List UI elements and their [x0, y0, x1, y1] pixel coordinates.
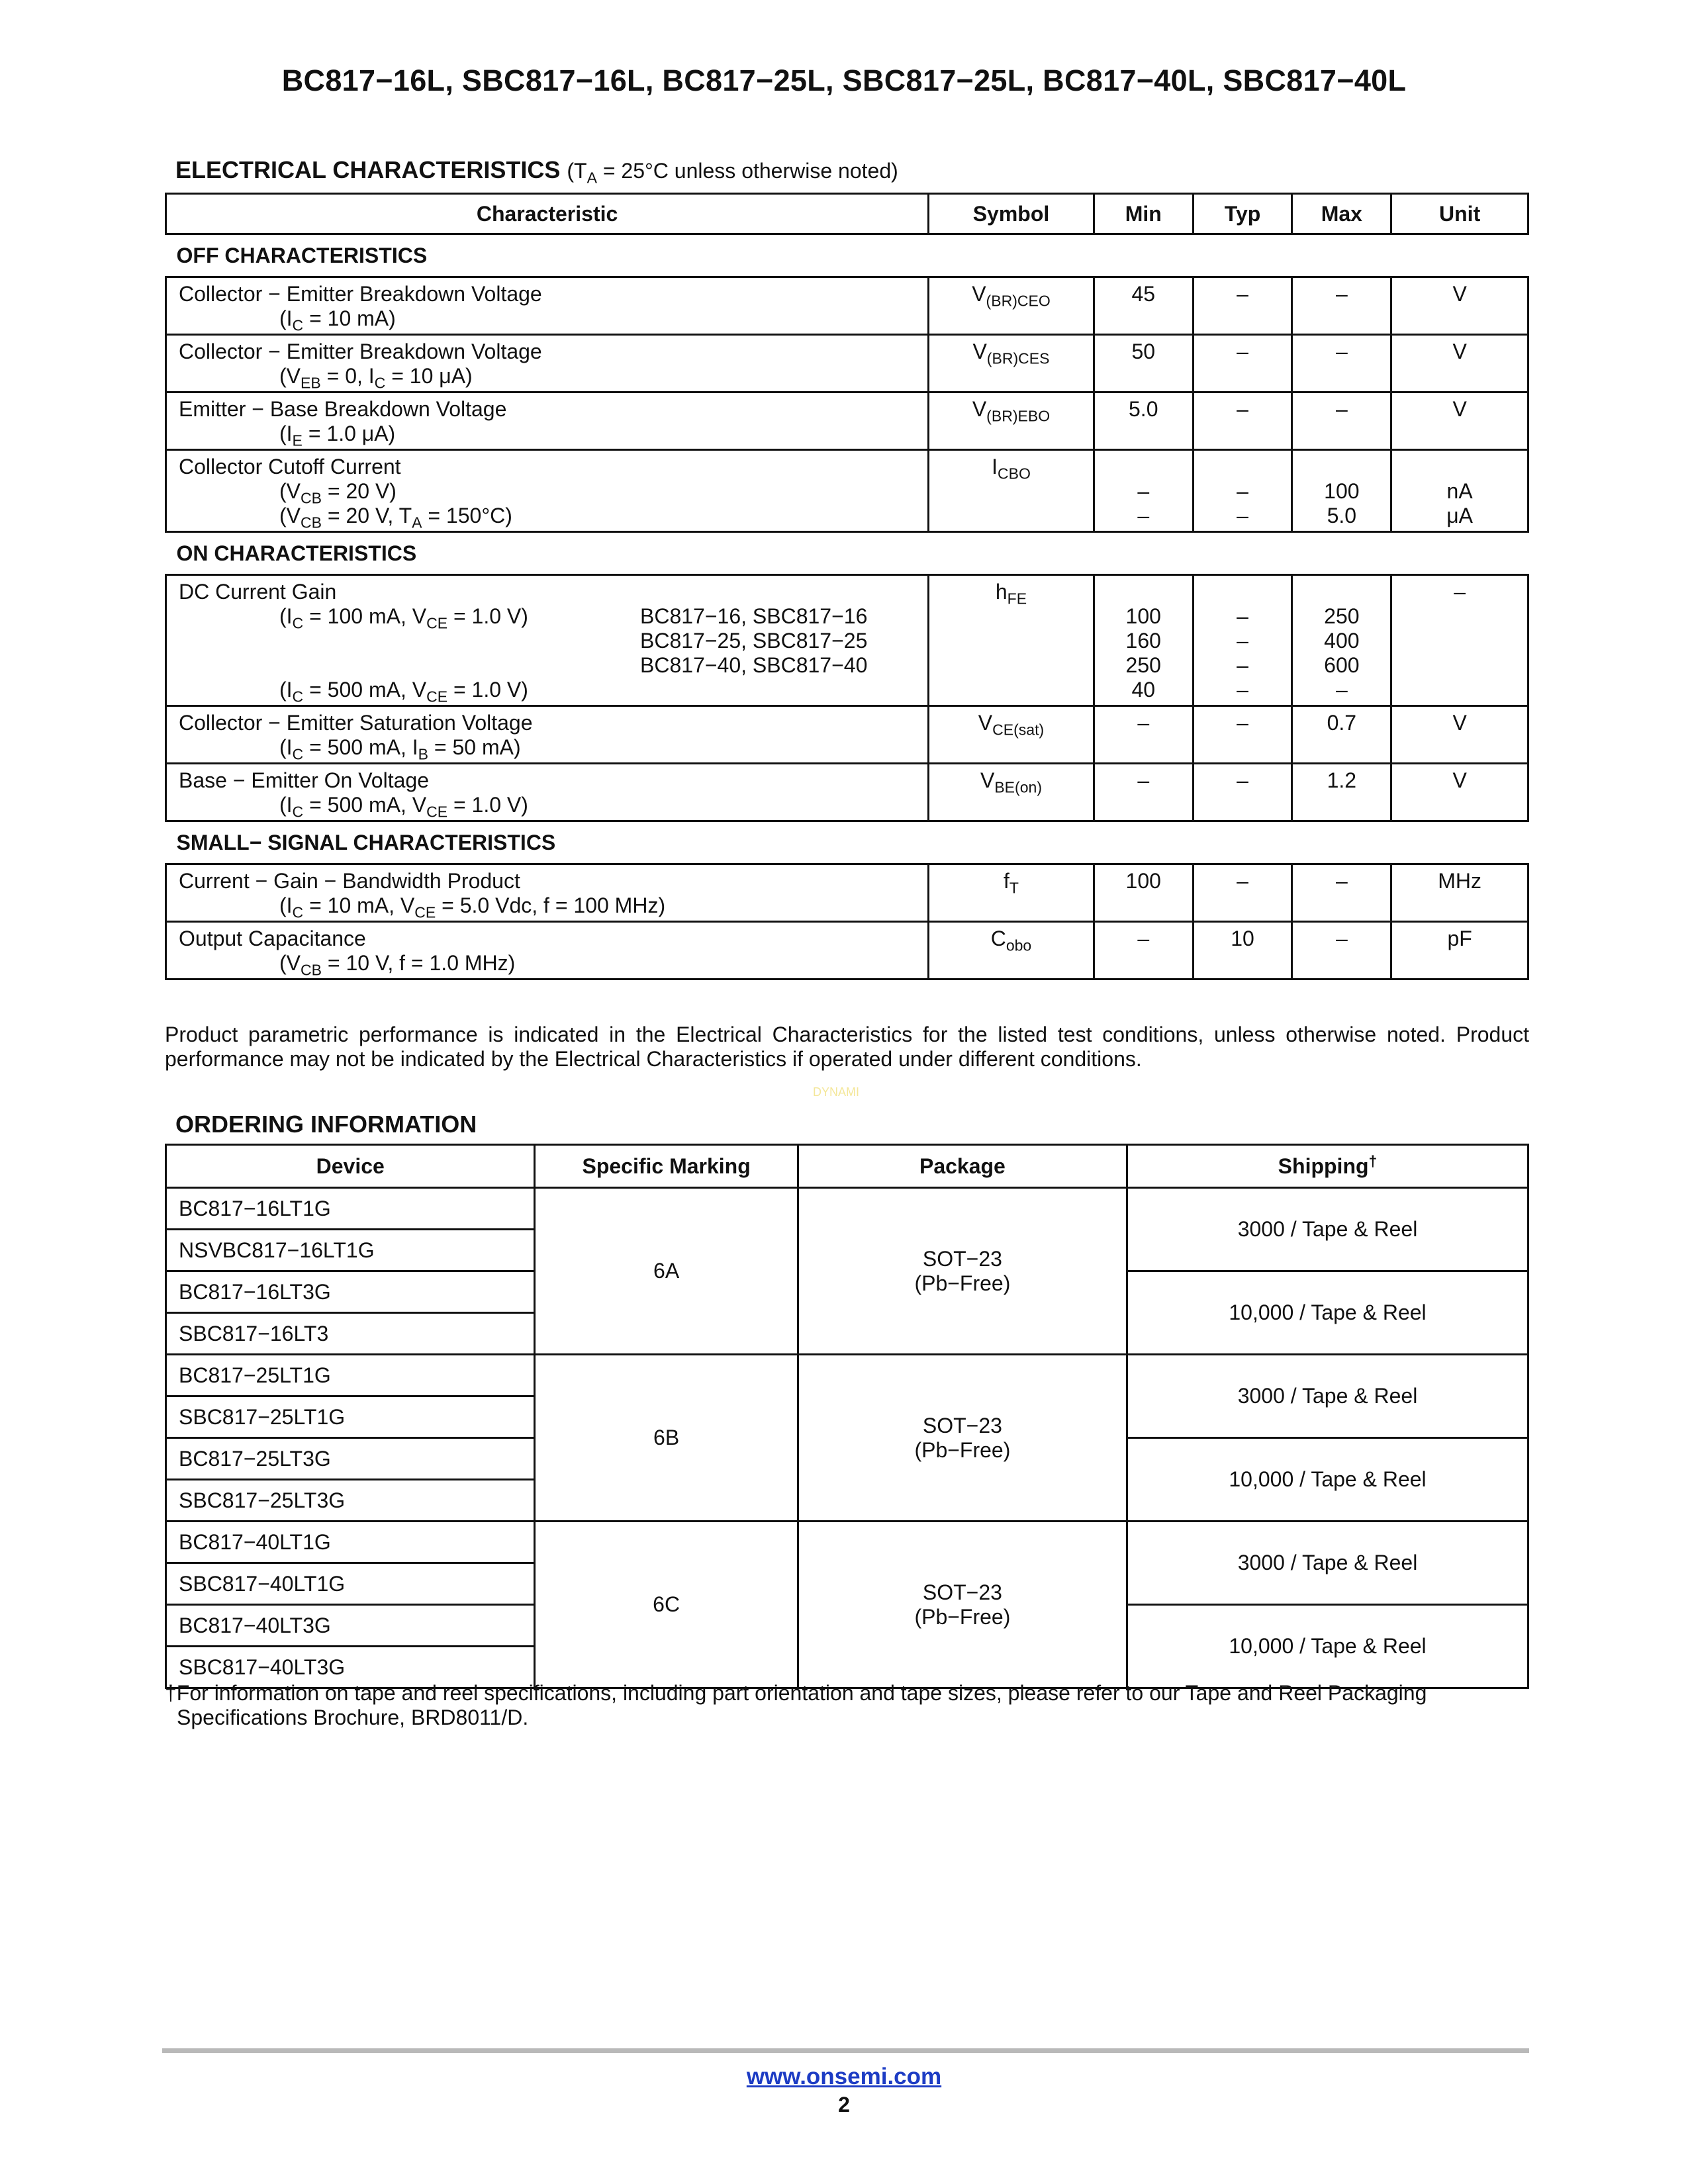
table-row	[166, 392, 1528, 450]
unit-cell: nA μA	[1391, 450, 1528, 532]
symbol-cell: $h_{FE}$	[929, 575, 1094, 706]
table-row	[166, 864, 1528, 922]
ec-title-text: ELECTRICAL CHARACTERISTICS	[175, 156, 561, 183]
min-cell: 5.0	[1094, 392, 1193, 450]
typ-cell: –	[1193, 864, 1292, 922]
col-package: Package	[798, 1145, 1127, 1188]
table-row	[166, 575, 1528, 706]
table-row	[166, 1355, 1528, 1396]
characteristic-cell: DC Current Gain ($I_C = 100$ mA, $V_{CE} = 1.0$ V) BC817−16, SBC817−16 BC817−25, SBC817−25 BC817−40, SBC817−40 ($I_C = 500$ mA, $V_{CE} = 1.0$ V)	[166, 575, 929, 706]
symbol-cell: $V_{CE(sat)}$	[929, 706, 1094, 764]
unit-cell: pF	[1391, 922, 1528, 979]
shipping-cell: 10,000 / Tape & Reel	[1127, 1271, 1528, 1355]
col-min: Min	[1094, 194, 1193, 234]
table-row	[166, 922, 1528, 979]
table-row	[166, 1522, 1528, 1563]
max-cell: 0.7	[1292, 706, 1391, 764]
footer-divider	[162, 2048, 1529, 2053]
min-cell: 100	[1094, 864, 1193, 922]
device-cell: SBC817−25LT1G	[166, 1396, 535, 1438]
table-header-row	[166, 1145, 1528, 1188]
device-cell: SBC817−40LT3G	[166, 1647, 535, 1688]
characteristic-cell: Collector − Emitter Saturation Voltage ($I_C = 500$ mA, $I_B = 50$ mA)	[166, 706, 929, 764]
package-cell: SOT−23 (Pb−Free)	[798, 1188, 1127, 1355]
symbol-cell: $I_{CBO}$	[929, 450, 1094, 532]
unit-cell: V	[1391, 764, 1528, 821]
col-unit: Unit	[1391, 194, 1528, 234]
device-cell: BC817−40LT1G	[166, 1522, 535, 1563]
symbol-cell: $V_{BE(on)}$	[929, 764, 1094, 821]
characteristic-cell: Base − Emitter On Voltage ($I_C = 500$ mA, $V_{CE} = 1.0$ V)	[166, 764, 929, 821]
min-cell: –	[1094, 764, 1193, 821]
device-cell: SBC817−40LT1G	[166, 1563, 535, 1605]
symbol-cell: $C_{obo}$	[929, 922, 1094, 979]
min-cell: 45	[1094, 277, 1193, 335]
electrical-characteristics-table	[165, 193, 1529, 980]
characteristic-cell: Output Capacitance ($V_{CB} = 10$ V, f = 1.0 MHz)	[166, 922, 929, 979]
device-cell: SBC817−16LT3	[166, 1313, 535, 1355]
max-cell: –	[1292, 277, 1391, 335]
unit-cell: V	[1391, 335, 1528, 392]
col-characteristic: Characteristic	[166, 194, 929, 234]
ordering-information-title: ORDERING INFORMATION	[175, 1111, 477, 1138]
symbol-cell: $V_{(BR)CEO}$	[929, 277, 1094, 335]
device-cell: BC817−16LT1G	[166, 1188, 535, 1230]
section-small-signal-characteristics: SMALL− SIGNAL CHARACTERISTICS	[176, 830, 556, 854]
unit-cell: V	[1391, 277, 1528, 335]
table-row	[166, 1188, 1528, 1230]
shipping-cell: 10,000 / Tape & Reel	[1127, 1605, 1528, 1688]
device-label: BC817−40, SBC817−40	[640, 653, 868, 677]
shipping-cell: 3000 / Tape & Reel	[1127, 1522, 1528, 1605]
device-cell: BC817−16LT3G	[166, 1271, 535, 1313]
device-cell: SBC817−25LT3G	[166, 1480, 535, 1522]
col-specific-marking: Specific Marking	[535, 1145, 798, 1188]
table-header-row	[166, 194, 1528, 234]
website-link[interactable]: www.onsemi.com	[746, 2064, 942, 2089]
typ-cell: – – – –	[1193, 575, 1292, 706]
characteristic-cell: Collector Cutoff Current ($V_{CB} = 20$ V) ($V_{CB} = 20$ V, $T_A = 150^\circ C$)	[166, 450, 929, 532]
col-symbol: Symbol	[929, 194, 1094, 234]
marking-cell: 6C	[535, 1522, 798, 1688]
marking-cell: 6B	[535, 1355, 798, 1522]
section-on-characteristics: ON CHARACTERISTICS	[176, 541, 417, 565]
device-label: BC817−16, SBC817−16	[640, 604, 868, 628]
typ-cell: –	[1193, 335, 1292, 392]
disclaimer-text: Product parametric performance is indicated in the Electrical Characteristics for the listed test conditions, unless otherwise noted. Product performance may not be indicated by the Electrical Characteristics if operated under different conditions.	[165, 1023, 1529, 1071]
table-row	[166, 335, 1528, 392]
device-cell: BC817−25LT3G	[166, 1438, 535, 1480]
min-cell: –	[1094, 922, 1193, 979]
table-row	[166, 706, 1528, 764]
characteristic-cell: Collector − Emitter Breakdown Voltage ($V_{EB} = 0$, $I_C = 10$ μA)	[166, 335, 929, 392]
col-device: Device	[166, 1145, 535, 1188]
col-typ: Typ	[1193, 194, 1292, 234]
min-cell: 50	[1094, 335, 1193, 392]
max-cell: –	[1292, 335, 1391, 392]
unit-cell: –	[1391, 575, 1528, 706]
symbol-cell: $V_{(BR)CES}$	[929, 335, 1094, 392]
typ-cell: –	[1193, 277, 1292, 335]
col-max: Max	[1292, 194, 1391, 234]
shipping-cell: 3000 / Tape & Reel	[1127, 1188, 1528, 1271]
dagger-mark: †	[1368, 1152, 1378, 1170]
table-row	[166, 764, 1528, 821]
max-cell: –	[1292, 864, 1391, 922]
min-cell: – –	[1094, 450, 1193, 532]
typ-cell: –	[1193, 706, 1292, 764]
max-cell: 1.2	[1292, 764, 1391, 821]
package-cell: SOT−23 (Pb−Free)	[798, 1522, 1127, 1688]
max-cell: –	[1292, 392, 1391, 450]
max-cell: 250 400 600 –	[1292, 575, 1391, 706]
device-label: BC817−25, SBC817−25	[640, 629, 868, 653]
table-row	[166, 277, 1528, 335]
max-cell: 100 5.0	[1292, 450, 1391, 532]
symbol-cell: $V_{(BR)EBO}$	[929, 392, 1094, 450]
device-cell: BC817−25LT1G	[166, 1355, 535, 1396]
page-number: 2	[838, 2093, 850, 2116]
typ-cell: – –	[1193, 450, 1292, 532]
ordering-information-table	[165, 1144, 1529, 1689]
col-shipping: Shipping†	[1127, 1145, 1528, 1188]
section-off-characteristics: OFF CHARACTERISTICS	[176, 243, 428, 267]
watermark-text: DYNAMI	[813, 1085, 860, 1099]
electrical-characteristics-title	[175, 156, 898, 187]
shipping-cell: 10,000 / Tape & Reel	[1127, 1438, 1528, 1522]
min-cell: –	[1094, 706, 1193, 764]
typ-cell: –	[1193, 764, 1292, 821]
typ-cell: –	[1193, 392, 1292, 450]
characteristic-cell: Emitter − Base Breakdown Voltage ($I_E = 1.0$ μA)	[166, 392, 929, 450]
device-cell: NSVBC817−16LT1G	[166, 1230, 535, 1271]
typ-cell: 10	[1193, 922, 1292, 979]
characteristic-cell: Collector − Emitter Breakdown Voltage ($I_C = 10$ mA)	[166, 277, 929, 335]
page-title: BC817−16L, SBC817−16L, BC817−25L, SBC817−25L, BC817−40L, SBC817−40L	[281, 64, 1407, 97]
shipping-cell: 3000 / Tape & Reel	[1127, 1355, 1528, 1438]
unit-cell: V	[1391, 706, 1528, 764]
min-cell: 100 160 250 40	[1094, 575, 1193, 706]
characteristic-cell: Current − Gain − Bandwidth Product ($I_C = 10$ mA, $V_{CE} = 5.0$ Vdc, f = 100 MHz)	[166, 864, 929, 922]
max-cell: –	[1292, 922, 1391, 979]
table-row	[166, 450, 1528, 532]
ec-title-note: ($T_A = 25^\circ C$ unless otherwise noted)	[567, 159, 898, 187]
unit-cell: V	[1391, 392, 1528, 450]
device-cell: BC817−40LT3G	[166, 1605, 535, 1647]
unit-cell: MHz	[1391, 864, 1528, 922]
symbol-cell: $f_T$	[929, 864, 1094, 922]
marking-cell: 6A	[535, 1188, 798, 1355]
shipping-footnote: †For information on tape and reel specifications, including part orientation and tape sizes, please refer to our Tape and Reel Packaging Specifications Brochure, BRD8011/D.	[165, 1681, 1427, 1729]
package-cell: SOT−23 (Pb−Free)	[798, 1355, 1127, 1522]
